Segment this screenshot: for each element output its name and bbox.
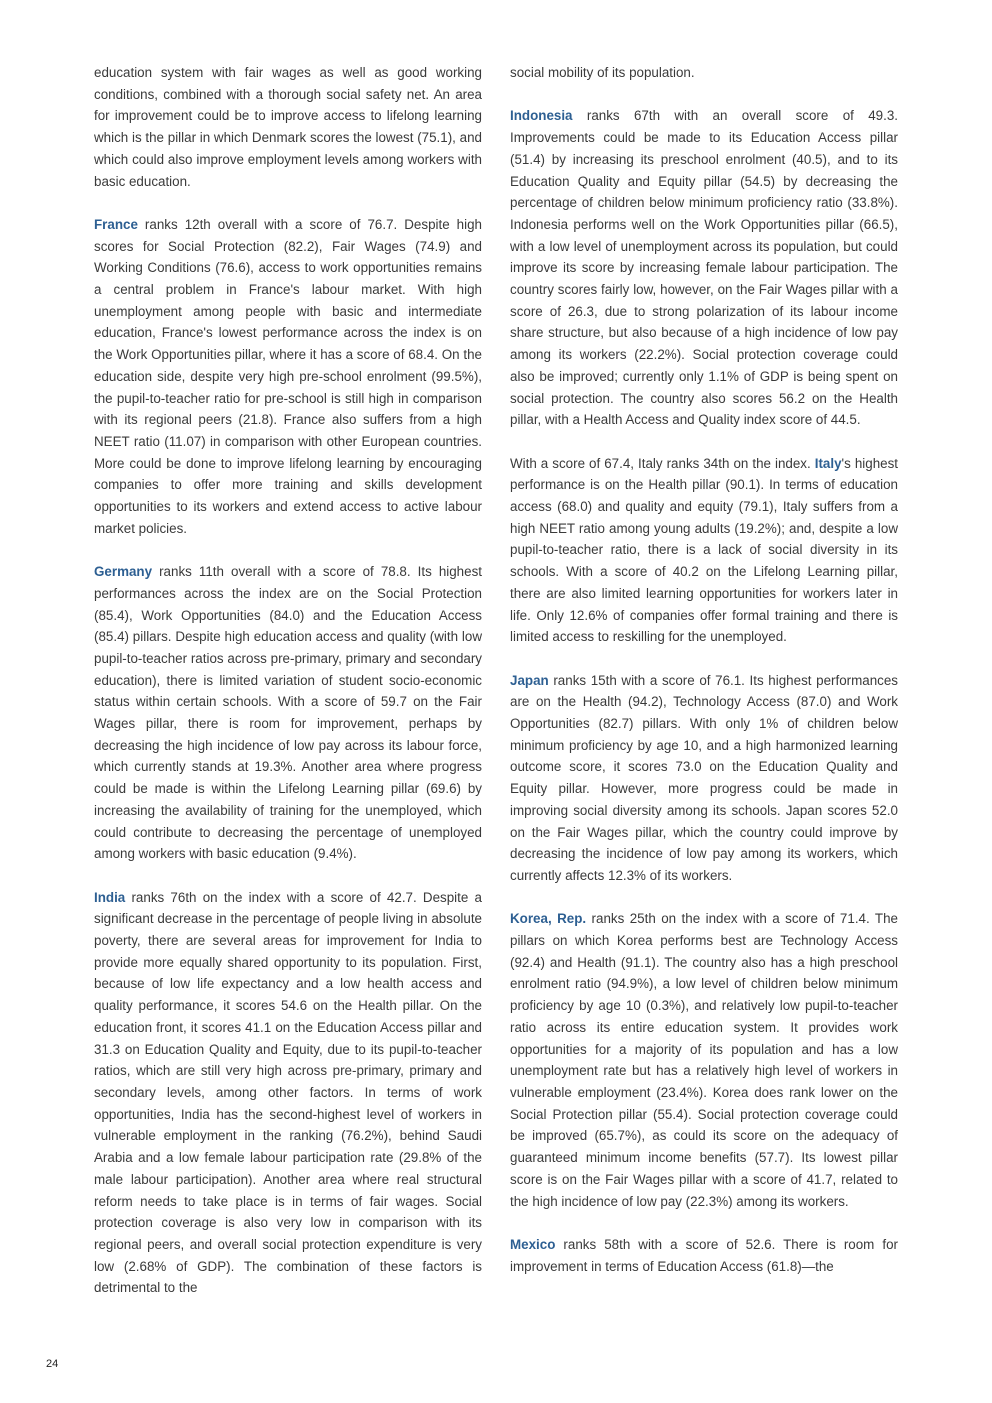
paragraph-text: ranks 15th with a score of 76.1. Its highest performances are on the Health (94.2), Technology Access (87.0) and Work Opportunities (82.7) pillars. With only 1% of children below minimum proficiency by age 10, and a high harmonized learning outcome score, it scores 73.0 on the Education Quality and Equity pillar. However, more progress could be made in improving social diversity among its schools. Japan scores 52.0 on the Fair Wages pillar, which the country could improve by decreasing the incidence of low pay among its workers, which currently affects 12.3% of its workers. xyxy=(510,672,898,883)
country-name-japan: Japan xyxy=(510,672,549,688)
paragraph-india-continued: social mobility of its population. xyxy=(510,65,695,80)
paragraph-text: ranks 58th with a score of 52.6. There is room for improvement in terms of Education Access (61.8)—the xyxy=(510,1236,898,1274)
paragraph-korea xyxy=(510,908,898,1212)
paragraph-text: ranks 76th on the index with a score of 42.7. Despite a significant decrease in the percentage of people living in absolute poverty, there are several areas for improvement for India to provide more equally shared opportunity to its population. First, because of low life expectancy and a low health access and quality performance, it scores 54.6 on the Health pillar. On the education front, it scores 41.1 on the Education Access pillar and 31.3 on Education Quality and Equity, due to its pupil-to-teacher ratios, which are still very high across pre-primary, primary and secondary levels, among other factors. In terms of work opportunities, India has the second-highest level of workers in vulnerable employment in the ranking (76.2%), behind Saudi Arabia and a low female labour participation rate (29.8% of the male labour participation). Another area where real structural reform needs to take place is in terms of fair wages. Social protection coverage is also very low in comparison with its regional peers, and overall social protection expenditure is very low (2.68% of GDP). The combination of these factors is detrimental to the xyxy=(94,889,482,1296)
country-name-mexico: Mexico xyxy=(510,1236,556,1252)
paragraph-india xyxy=(94,887,482,1299)
paragraph-text: 's highest performance is on the Health pillar (90.1). In terms of education access (68.0) and quality and equity (79.1), Italy suffers from a high NEET ratio among young adults (19.2%); and, despite a low pupil-to-teacher ratio, there is a lack of social diversity in its schools. With a score of 40.2 on the Lifelong Learning pillar, there are also limited learning opportunities for workers later in life. Only 12.6% of companies offer formal training and there is limited access to reskilling for the unemployed. xyxy=(510,455,898,645)
paragraph-indonesia xyxy=(510,105,898,431)
left-column xyxy=(94,62,482,1321)
paragraph-mexico xyxy=(510,1234,898,1277)
paragraph-france xyxy=(94,214,482,540)
right-column xyxy=(510,62,898,1299)
country-name-france: France xyxy=(94,216,138,232)
paragraph-text: ranks 12th overall with a score of 76.7. Despite high scores for Social Protection (82.2), Fair Wages (74.9) and Working Conditions (76.6), access to work opportunities remains a central problem in France's labour market. With high unemployment among people with basic and intermediate education, France's lowest performance across the index is on the Work Opportunities pillar, where it has a score of 68.4. On the education side, despite very high pre-school enrolment (99.5%), the pupil-to-teacher ratio for pre-school is still high in comparison with its regional peers (21.8). France also suffers from a high NEET ratio (11.07) in comparison with other European countries. More could be done to improve lifelong learning by encouraging companies to offer more training and skills development opportunities to its workers and extend access to active labour market policies. xyxy=(94,216,482,536)
country-name-indonesia: Indonesia xyxy=(510,108,573,124)
country-name-italy: Italy xyxy=(814,455,842,471)
paragraph-text-lead: With a score of 67.4, Italy ranks 34th on the index. xyxy=(510,455,815,471)
paragraph-text: ranks 67th with an overall score of 49.3. Improvements could be made to its Education Access pillar (51.4) by increasing its preschool enrolment (40.5), and to its Education Quality and Equity pillar (54.5) by decreasing the percentage of children below minimum proficiency ratio (33.8%). Indonesia performs well on the Work Opportunities pillar (66.5), with a low level of unemployment across its population, but could improve its score by increasing female labour participation. The country scores fairly low, however, on the Fair Wages pillar with a score of 26.3, due to strong polarization of its labour income share structure, but also because of a high incidence of low pay among its workers (22.2%). Social protection coverage could also be improved; currently only 1.1% of GDP is being spent on social protection. The country also scores 56.2 on the Health pillar, with a Health Access and Quality index score of 44.5. xyxy=(510,108,898,428)
country-name-germany: Germany xyxy=(94,564,153,580)
country-name-india: India xyxy=(94,889,126,905)
paragraph-text: ranks 25th on the index with a score of 71.4. The pillars on which Korea performs best are Technology Access (92.4) and Health (91.1). The country also has a high preschool enrolment ratio (94.9%), a low level of children below minimum proficiency by age 10 (0.3%), and relatively low pupil-to-teacher ratio across its entire education system. It provides work opportunities for a majority of its population and has a low unemployment rate but has a relatively high level of workers in vulnerable employment (23.4%). Korea does rank lower on the Social Protection pillar (55.4). Social protection coverage could be improved (65.7%), as could its score on the adequacy of guaranteed minimum income benefits (57.7). Its lowest pillar score is on the Fair Wages pillar with a score of 41.7, related to the high incidence of low pay (22.3%) among its workers. xyxy=(510,911,898,1209)
page-number: 24 xyxy=(46,1358,59,1370)
paragraph-text: ranks 11th overall with a score of 78.8. Its highest performances across the index are on the Social Protection (85.4), Work Opportunities (84.0) and the Education Access (85.4) pillars. Despite high education access and quality (with low pupil-to-teacher ratios across pre-primary, primary and secondary education), there is limited variation of student socio-economic status within certain schools. With a score of 59.7 on the Fair Wages pillar, there is room for improvement, perhaps by decreasing the high incidence of low pay across its labour force, which currently stands at 19.3%. Another area where progress could be made is within the Lifelong Learning pillar (69.6) by increasing the availability of training for the unemployed, which could contribute to decreasing the percentage of unemployed among workers with basic education (9.4%). xyxy=(94,564,482,862)
paragraph-germany xyxy=(94,561,482,865)
paragraph-japan xyxy=(510,670,898,887)
paragraph-italy xyxy=(510,453,898,648)
country-name-korea: Korea, Rep. xyxy=(510,911,587,927)
paragraph-denmark-continued: education system with fair wages as well as good working conditions, combined with a thorough social safety net. An area for improvement could be to improve access to lifelong learning which is the pillar in which Denmark scores the lowest (75.1), and which could also improve employment levels among workers with basic education. xyxy=(94,65,482,189)
